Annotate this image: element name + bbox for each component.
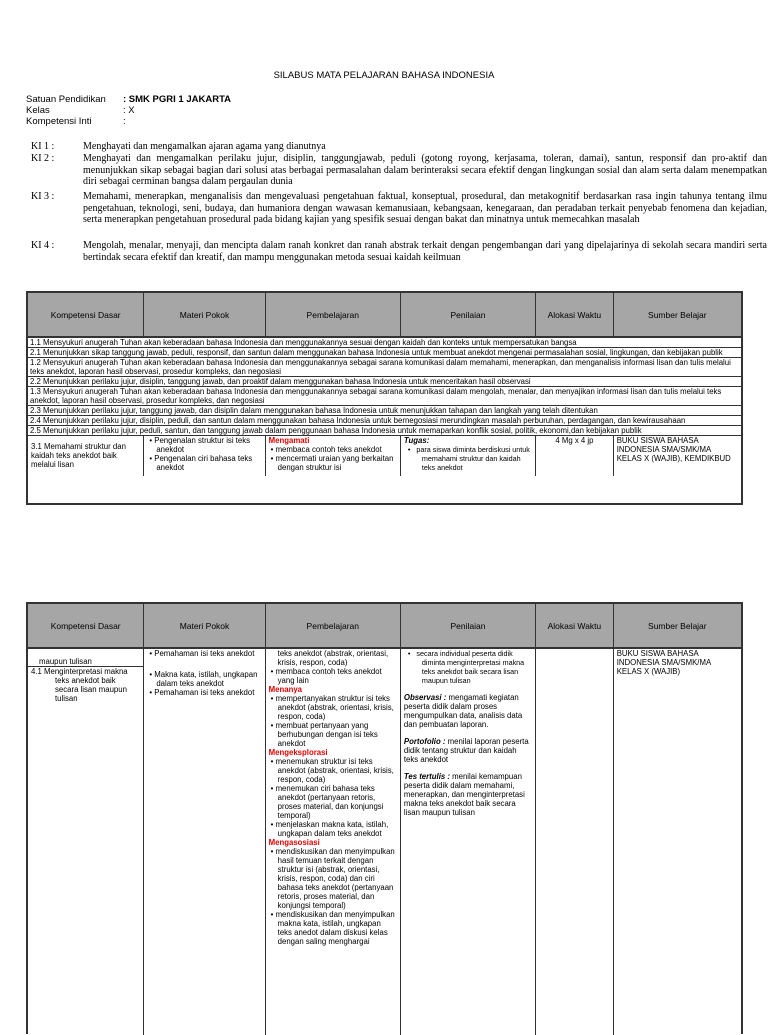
cell-alokasi-waktu xyxy=(536,649,614,1035)
header-pembelajaran: Pembelajaran xyxy=(266,604,401,647)
cell-kompetensi-dasar: maupun tulisan 4.1 Menginterpretasi makna teks anekdot baik secara lisan maupun tulisan xyxy=(28,649,144,1035)
cell-kompetensi-dasar: 3.1 Memahami struktur dan kaidah teks anekdot baik melalui lisan xyxy=(28,436,144,476)
header-kompetensi-dasar: Kompetensi Dasar xyxy=(28,293,144,336)
header-materi-pokok: Materi Pokok xyxy=(144,293,265,336)
kd-row: 2.5 Menunjukkan perilaku jujur, peduli, santun, dan tanggung jawab dalam penggunaan bahasa Indonesia untuk memaparkan konflik sosial, politik, ekonomi,dan kebijakan publik xyxy=(28,426,741,436)
cell-penilaian: • secara individual peserta didik diminta menginterpretasi makna teks anekdot baik secara lisan maupun tulisan Observasi : mengamati kegiatan peserta didik dalam proses mengumpulkan data, analisis data dan pembuatan laporan. Portofolio : menilai laporan peserta didik tentang struktur dan kaidah teks anekdot Tes tertulis : menilai kemampuan peserta didik dalam memahami, menerapkan, dan menginterpretasi makna teks anekdot baik secara lisan maupun tulisan xyxy=(401,649,536,1035)
kd-row: 2.1 Menunjukkan sikap tanggung jawab, peduli, responsif, dan santun dalam menggunakan bahasa Indonesia untuk membuat anekdot mengenai permasalahan sosial, lingkungan, dan kebijakan publik xyxy=(28,348,741,358)
header-sumber-belajar: Sumber Belajar xyxy=(648,620,707,631)
table-row xyxy=(28,649,741,1035)
kd-row: 1.2 Mensyukuri anugerah Tuhan akan keberadaan bahasa Indonesia dan menggunakannya sebagai sarana komunikasi dalam memahami, menerapkan, dan menganalisis informasi lisan dan tulis melalui teks anekdot, laporan hasil observasi, prosedur kompleks, dan negosiasi xyxy=(28,358,741,377)
kd-row: 1.3 Mensyukuri anugerah Tuhan akan keberadaan bahasa Indonesia dan menggunakannya sebagai sarana komunikasi dalam mengolah, menalar, dan menyajikan informasi lisan dan tulis melalui teks anekdot, laporan hasil observasi, prosedur kompleks, dan negosiasi xyxy=(28,387,741,406)
page-title: SILABUS MATA PELAJARAN BAHASA INDONESIA xyxy=(273,70,495,81)
header-alokasi-waktu: Alokasi Waktu xyxy=(536,293,614,336)
table-row xyxy=(28,436,741,476)
syllabus-table-2 xyxy=(26,602,743,1034)
kd-row: 2.2 Menunjukkan perilaku jujur, disiplin, tanggung jawab, dan proaktif dalam menggunakan bahasa Indonesia untuk menceritakan hasil observasi xyxy=(28,377,741,387)
cell-pembelajaran: teks anekdot (abstrak, orientasi, krisis, respon, coda) • membaca contoh teks anekdot yang lain Menanya • mempertanyakan struktur isi teks anekdot (abstrak, orientasi, krisis, respon, coda) • membuat pertanyaan yang berhubungan dengan isi teks anekdot Mengeksplorasi • menemukan struktur isi teks anekdot (abstrak, orientasi, krisis, respon, coda) • menemukan ciri bahasa teks anekdot (pertanyaan retoris, proses material, dan konjungsi temporal) • menjelaskan makna kata, istilah, ungkapan dalam teks anekdot Mengasosiasi • mendiskusikan dan menyimpulkan hasil temuan terkait dengan struktur isi (abstrak, orientasi, krisis, respon, coda) dan ciri bahasa teks anekdot (pertanyaan retoris, proses material, dan konjungsi temporal) • mendiskusikan dan menyimpulkan makna kata, istilah, ungkapan teks anedot dalam diskusi kelas dengan saling menghargai xyxy=(266,649,401,1035)
cell-sumber-belajar: BUKU SISWA BAHASA INDONESIA SMA/SMK/MA KELAS X (WAJIB), KEMDIKBUD xyxy=(616,436,731,463)
header-kompetensi-dasar: Kompetensi Dasar xyxy=(28,604,144,647)
cell-sumber-belajar: BUKU SISWA BAHASA INDONESIA SMA/SMK/MA KELAS X (WAJIB) xyxy=(616,649,711,676)
header-alokasi-waktu: Alokasi Waktu xyxy=(536,604,614,647)
meta-kompetensi-inti: Kompetensi Inti : xyxy=(26,116,126,127)
cell-materi-pokok: • Pemahaman isi teks anekdot • Makna kata, istilah, ungkapan dalam teks anekdot • Pemahaman isi teks anekdot xyxy=(144,649,265,1035)
table-header xyxy=(28,604,741,649)
cell-penilaian: Tugas: • para siswa diminta berdiskusi untuk memahami struktur dan kaidah teks anekdot xyxy=(401,436,536,476)
syllabus-table-1 xyxy=(26,291,743,505)
kd-row: 1.1 Mensyukuri anugerah Tuhan akan keberadaan bahasa Indonesia dan menggunakannya sesuai dengan kaidah dan konteks untuk mempersatukan bangsa xyxy=(28,338,741,348)
header-penilaian: Penilaian xyxy=(401,604,536,647)
cell-materi-pokok: • Pengenalan struktur isi teks anekdot • Pengenalan ciri bahasa teks anekdot xyxy=(144,436,265,476)
kd-row: 2.3 Menunjukkan perilaku jujur, tanggung jawab, dan disiplin dalam menggunakan bahasa Indonesia untuk menunjukkan tahapan dan langkah yang telah ditentukan xyxy=(28,406,741,416)
meta-satuan: Satuan Pendidikan : SMK PGRI 1 JAKARTA xyxy=(26,94,232,105)
table-header xyxy=(28,293,741,338)
header-penilaian: Penilaian xyxy=(401,293,536,336)
header-pembelajaran: Pembelajaran xyxy=(266,293,401,336)
kd-row: 2.4 Menunjukkan perilaku jujur, disiplin, peduli, dan santun dalam menggunakan bahasa Indonesia untuk bernegosiasi merundingkan masalah perburuhan, perdagangan, dan kewirausahaan xyxy=(28,416,741,426)
cell-pembelajaran: Mengamati • membaca contoh teks anekdot • mencermati uraian yang berkaitan dengan struktur isi xyxy=(266,436,401,476)
header-sumber-belajar: Sumber Belajar xyxy=(648,309,707,320)
cell-alokasi-waktu: 4 Mg x 4 jp xyxy=(536,436,614,476)
header-materi-pokok: Materi Pokok xyxy=(144,604,265,647)
meta-kelas: Kelas : X xyxy=(26,105,135,116)
